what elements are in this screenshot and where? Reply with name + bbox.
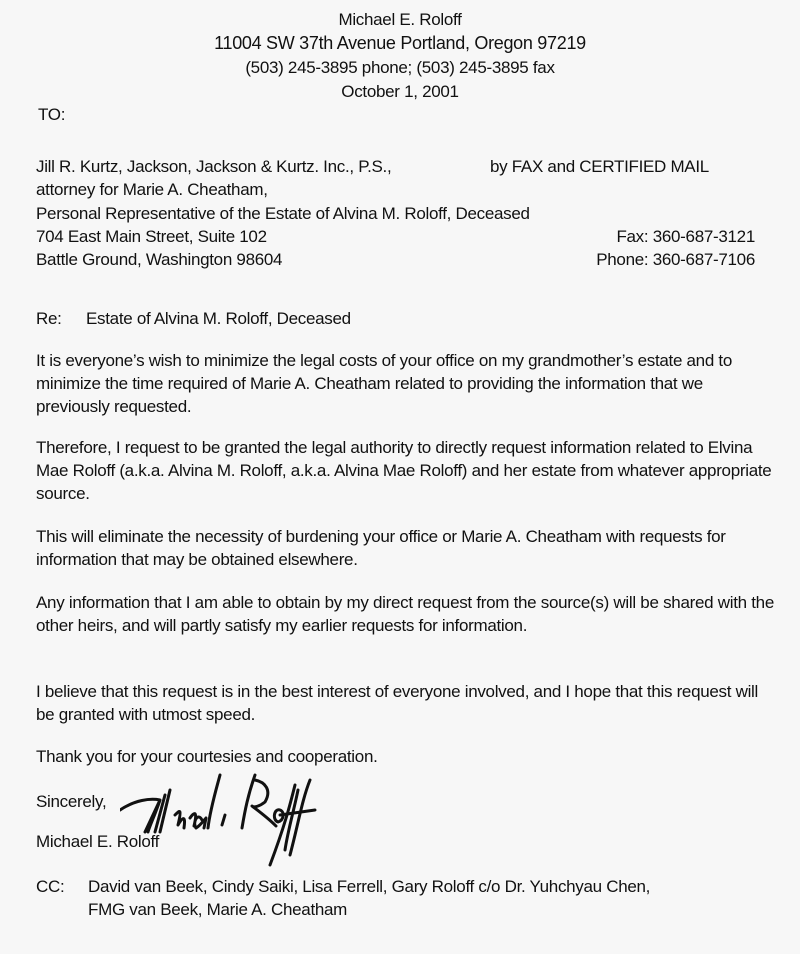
paragraph-4: Any information that I am able to obtain by my direct request from the source(s) will be shared with the other heirs, and will partly satisfy my earlier requests for information.: [36, 593, 774, 635]
recipient-street: 704 East Main Street, Suite 102: [36, 227, 267, 246]
recipient-line3: Personal Representative of the Estate of Alvina M. Roloff, Deceased: [36, 204, 530, 223]
closing-salutation: Sincerely,: [36, 792, 107, 811]
delivery-method: by FAX and CERTIFIED MAIL: [490, 157, 709, 176]
paragraph-5: I believe that this request is in the best interest of everyone involved, and I hope that this request will be granted with utmost speed.: [36, 682, 759, 724]
cc-line2: FMG van Beek, Marie A. Cheatham: [88, 900, 348, 919]
cc-line1: David van Beek, Cindy Saiki, Lisa Ferrell, Gary Roloff c/o Dr. Yuhchyau Chen,: [88, 877, 651, 896]
sender-address: 11004 SW 37th Avenue Portland, Oregon 97219: [214, 33, 586, 53]
recipient-fax: Fax: 360-687-3121: [616, 227, 755, 246]
re-label: Re:: [36, 309, 62, 328]
signature-image: [120, 770, 420, 880]
to-label: TO:: [38, 105, 66, 124]
sender-contact: (503) 245-3895 phone; (503) 245-3895 fax: [245, 58, 555, 77]
recipient-line2: attorney for Marie A. Cheatham,: [36, 180, 268, 199]
recipient-phone: Phone: 360-687-7106: [596, 250, 755, 269]
signer-name: Michael E. Roloff: [36, 832, 160, 851]
sender-name: Michael E. Roloff: [338, 10, 462, 29]
thank-you-line: Thank you for your courtesies and cooperation.: [36, 747, 378, 766]
recipient-line1: Jill R. Kurtz, Jackson, Jackson & Kurtz. Inc., P.S.,: [36, 157, 392, 176]
cc-label: CC:: [36, 877, 65, 896]
letter-date: October 1, 2001: [341, 82, 459, 101]
re-subject: Estate of Alvina M. Roloff, Deceased: [86, 309, 351, 328]
paragraph-3: This will eliminate the necessity of burdening your office or Marie A. Cheatham with requests for information that may be obtained elsewhere.: [36, 527, 726, 569]
paragraph-2: Therefore, I request to be granted the legal authority to directly request information related to Elvina Mae Roloff (a.k.a. Alvina M. Roloff, a.k.a. Alvina Mae Roloff) and her estate from whatever appropriate source.: [36, 438, 772, 503]
paragraph-1: It is everyone’s wish to minimize the legal costs of your office on my grandmother’s estate and to minimize the time required of Marie A. Cheatham related to providing the information that we previously requested.: [36, 351, 732, 416]
recipient-city: Battle Ground, Washington 98604: [36, 250, 283, 269]
